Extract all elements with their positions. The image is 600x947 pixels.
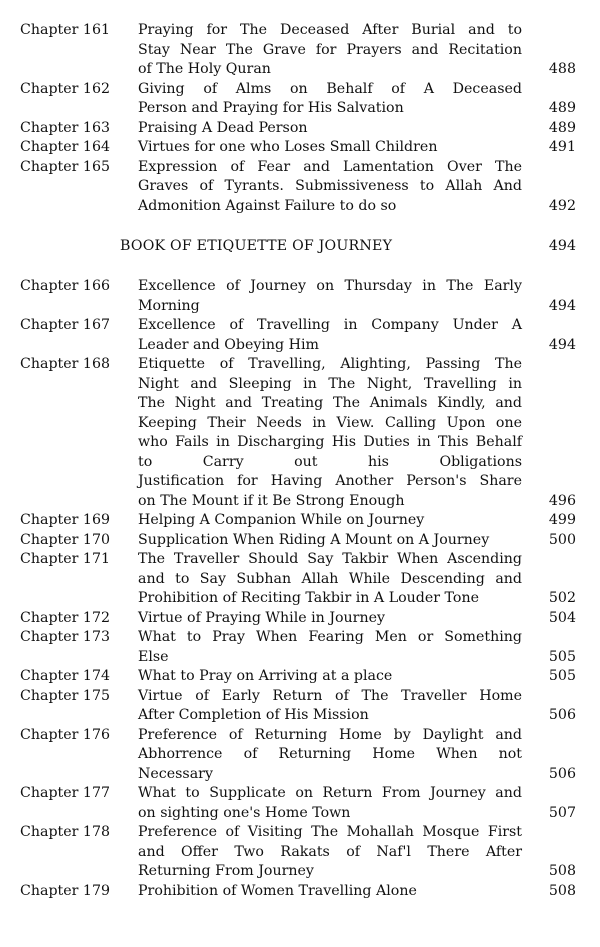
chapter-title-line: Praying for The Deceased After Burial and to	[138, 22, 522, 38]
chapter-label: Chapter 174	[20, 668, 111, 684]
toc-entry-line	[0, 196, 600, 216]
page-number: 505	[548, 648, 576, 665]
chapter-title-line: Excellence of Journey on Thursday in The Early	[138, 278, 522, 294]
section-heading: BOOK OF ETIQUETTE OF JOURNEY	[120, 238, 393, 254]
chapter-label: Chapter 167	[20, 317, 111, 333]
chapter-title-line: Etiquette of Travelling, Alighting, Passing The	[138, 356, 522, 372]
chapter-label: Chapter 179	[20, 882, 111, 899]
chapter-label: Chapter 172	[20, 609, 111, 626]
chapter-title-line: on sighting one's Home Town	[138, 804, 351, 821]
chapter-title-line: of The Holy Quran	[138, 61, 271, 77]
chapter-title-line: Virtue of Early Return of The Traveller Home	[138, 687, 522, 704]
toc-entry-line	[0, 686, 600, 706]
chapter-title-line: and Offer Two Rakats of Naf'l There After	[138, 843, 522, 860]
toc-entry-line	[0, 452, 600, 472]
toc-entry-line	[0, 881, 600, 901]
chapter-label: Chapter 164	[20, 139, 111, 155]
toc-entry-line	[0, 491, 600, 511]
toc-entry-line	[0, 549, 600, 569]
chapter-title-line: Prohibition of Women Travelling Alone	[138, 882, 417, 899]
chapter-title-line: The Traveller Should Say Takbir When Ascending	[138, 551, 522, 567]
chapter-title-line: The Night and Treating The Animals Kindly, and	[138, 395, 522, 411]
chapter-title-line: Expression of Fear and Lamentation Over The	[138, 158, 522, 175]
toc-entry-line	[0, 822, 600, 842]
chapter-title-line: Helping A Companion While on Journey	[138, 512, 425, 528]
chapter-title-line: Justification for Having Another Person's Share	[138, 473, 522, 489]
chapter-title-line: Giving of Alms on Behalf of A Deceased	[138, 80, 522, 97]
page-number: 506	[548, 707, 576, 723]
toc-entry-line	[0, 98, 600, 118]
toc-entry-line	[0, 666, 600, 686]
page-number: 494	[548, 336, 576, 353]
page-number: 506	[548, 765, 576, 782]
page-number: 507	[548, 804, 576, 821]
chapter-title-line: Keeping Their Needs in View. Calling Upon one	[138, 414, 522, 431]
chapter-title-line: Night and Sleeping in The Night, Travelling in	[138, 375, 522, 392]
chapter-title-line: Else	[138, 648, 169, 665]
toc-entry-line	[0, 647, 600, 667]
page-number: 505	[548, 668, 576, 684]
chapter-title-line: Praising A Dead Person	[138, 119, 308, 136]
chapter-label: Chapter 175	[20, 687, 111, 704]
chapter-title-line: After Completion of His Mission	[138, 707, 369, 723]
chapter-title-line: Stay Near The Grave for Prayers and Recitation	[138, 41, 522, 58]
toc-entry-line	[0, 413, 600, 433]
page-number: 496	[548, 492, 576, 509]
chapter-label: Chapter 165	[20, 158, 111, 175]
page-number: 508	[548, 882, 576, 899]
toc-entry-line	[0, 510, 600, 530]
chapter-label: Chapter 166	[20, 278, 111, 294]
chapter-title-line: Prohibition of Reciting Takbir in A Louder Tone	[138, 590, 479, 606]
toc-entry-line	[0, 783, 600, 803]
toc-entry-line	[0, 725, 600, 745]
chapter-title-line: to Carry out his Obligations	[138, 453, 522, 470]
page-number: 489	[548, 100, 576, 116]
chapter-title-line: Morning	[138, 297, 200, 314]
toc-entry-line	[0, 59, 600, 79]
toc-entry-line	[0, 176, 600, 196]
chapter-label: Chapter 168	[20, 356, 111, 372]
chapter-title-line: What to Pray When Fearing Men or Something	[138, 629, 522, 645]
page-number: 494	[548, 297, 576, 314]
page-number: 491	[548, 139, 576, 155]
chapter-label: Chapter 173	[20, 629, 111, 645]
toc-entry-line	[0, 744, 600, 764]
chapter-title-line: Person and Praying for His Salvation	[138, 100, 404, 116]
toc-entry-line	[0, 354, 600, 374]
toc-entry-line	[0, 393, 600, 413]
toc-entry-line	[0, 627, 600, 647]
chapter-title-line: What to Pray on Arriving at a place	[138, 668, 393, 684]
chapter-label: Chapter 171	[20, 551, 111, 567]
toc-entry-line	[0, 118, 600, 138]
chapter-title-line: Supplication When Riding A Mount on A Journey	[138, 531, 490, 548]
toc-entry-line	[0, 530, 600, 550]
chapter-label: Chapter 170	[20, 531, 111, 548]
chapter-title-line: who Fails in Discharging His Duties in This Behalf	[138, 434, 522, 450]
page-number: 492	[548, 197, 576, 214]
page-number: 504	[548, 609, 576, 626]
section-heading-row	[0, 236, 600, 256]
toc-entry-line	[0, 40, 600, 60]
section-page-number: 494	[548, 238, 576, 254]
toc-entry-line	[0, 374, 600, 394]
page-number: 488	[548, 61, 576, 77]
page-number: 499	[548, 512, 576, 528]
toc-entry-line	[0, 335, 600, 355]
toc-entry-line	[0, 588, 600, 608]
toc-entry-line	[0, 157, 600, 177]
toc-entry-line	[0, 842, 600, 862]
chapter-label: Chapter 163	[20, 119, 111, 136]
toc-entry-line	[0, 20, 600, 40]
chapter-title-line: Admonition Against Failure to do so	[138, 197, 397, 214]
chapter-title-line: Preference of Returning Home by Daylight and	[138, 726, 522, 743]
toc-entry-line	[0, 608, 600, 628]
toc-entry-line	[0, 803, 600, 823]
chapter-label: Chapter 176	[20, 726, 111, 743]
chapter-label: Chapter 177	[20, 785, 111, 801]
toc-entry-line	[0, 315, 600, 335]
chapter-title-line: Graves of Tyrants. Submissiveness to Allah And	[138, 178, 522, 194]
page-number: 502	[548, 590, 576, 606]
toc-entry-line	[0, 569, 600, 589]
toc-entry-line	[0, 296, 600, 316]
chapter-label: Chapter 169	[20, 512, 111, 528]
chapter-title-line: Abhorrence of Returning Home When not	[138, 746, 522, 762]
toc-entry-line	[0, 705, 600, 725]
chapter-title-line: Returning From Journey	[138, 863, 314, 879]
page-number: 508	[548, 863, 576, 879]
toc-entry-line	[0, 861, 600, 881]
chapter-label: Chapter 178	[20, 824, 111, 840]
chapter-title-line: Necessary	[138, 765, 213, 782]
chapter-title-line: Leader and Obeying Him	[138, 336, 319, 353]
chapter-title-line: Virtue of Praying While in Journey	[138, 609, 386, 626]
chapter-title-line: Virtues for one who Loses Small Children	[138, 139, 438, 155]
toc-entry-line	[0, 432, 600, 452]
page-number: 500	[548, 531, 576, 548]
chapter-title-line: on The Mount if it Be Strong Enough	[138, 492, 405, 509]
chapter-title-line: and to Say Subhan Allah While Descending and	[138, 570, 522, 587]
chapter-title-line: Excellence of Travelling in Company Under A	[138, 317, 522, 333]
toc-entry-line	[0, 79, 600, 99]
chapter-label: Chapter 162	[20, 80, 111, 97]
toc-entry-line	[0, 764, 600, 784]
toc-entry-line	[0, 276, 600, 296]
chapter-title-line: What to Supplicate on Return From Journey and	[138, 785, 522, 801]
toc-entry-line	[0, 471, 600, 491]
chapter-label: Chapter 161	[20, 22, 111, 38]
toc-entry-line	[0, 137, 600, 157]
page-number: 489	[548, 119, 576, 136]
chapter-title-line: Preference of Visiting The Mohallah Mosque First	[138, 824, 522, 840]
